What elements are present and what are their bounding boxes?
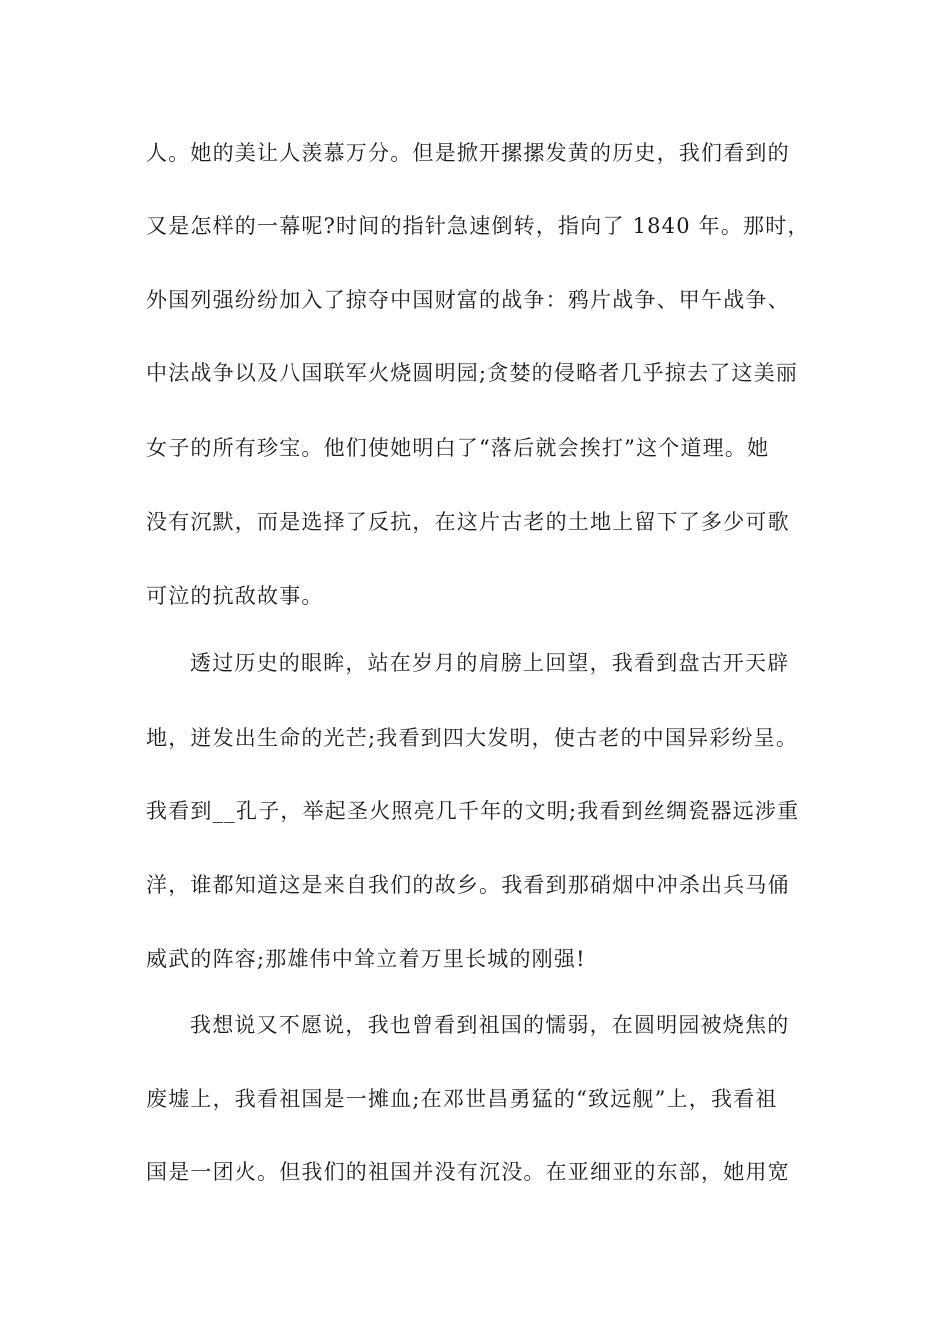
text-line: 洋，谁都知道这是来自我们的故乡。我看到那硝烟中冲杀出兵马俑 xyxy=(146,873,790,897)
text-line: 地，迸发出生命的光芒;我看到四大发明，使古老的中国异彩纷呈。 xyxy=(146,726,799,750)
text-line: 外国列强纷纷加入了掠夺中国财富的战争：鸦片战争、甲午战争、 xyxy=(146,288,790,312)
text-line: 透过历史的眼眸，站在岁月的肩膀上回望，我看到盘古开天辟 xyxy=(190,651,790,675)
text-line: 废墟上，我看祖国是一摊血;在邓世昌勇猛的“致远舰”上，我看祖 xyxy=(146,1087,778,1111)
text-line: 女子的所有珍宝。他们使她明白了“落后就会挨打”这个道理。她 xyxy=(146,436,770,460)
text-line: 人。她的美让人羡慕万分。但是掀开摞摞发黄的历史，我们看到的 xyxy=(146,141,790,165)
text-line: 我想说又不愿说，我也曾看到祖国的懦弱，在圆明园被烧焦的 xyxy=(190,1013,790,1037)
text-line: 我看到__孔子，举起圣火照亮几千年的文明;我看到丝绸瓷器远涉重 xyxy=(146,799,800,823)
text-line: 可泣的抗敌故事。 xyxy=(146,584,324,608)
text-line: 威武的阵容;那雄伟中耸立着万里长城的刚强! xyxy=(146,947,586,971)
text-line: 又是怎样的一幕呢?时间的指针急速倒转，指向了 1840 年。那时， xyxy=(146,214,810,238)
text-line: 中法战争以及八国联军火烧圆明园;贪婪的侵略者几乎掠去了这美丽 xyxy=(146,361,799,385)
text-line: 国是一团火。但我们的祖国并没有沉没。在亚细亚的东部，她用宽 xyxy=(146,1160,790,1184)
text-line: 没有沉默，而是选择了反抗，在这片古老的土地上留下了多少可歌 xyxy=(146,510,790,534)
